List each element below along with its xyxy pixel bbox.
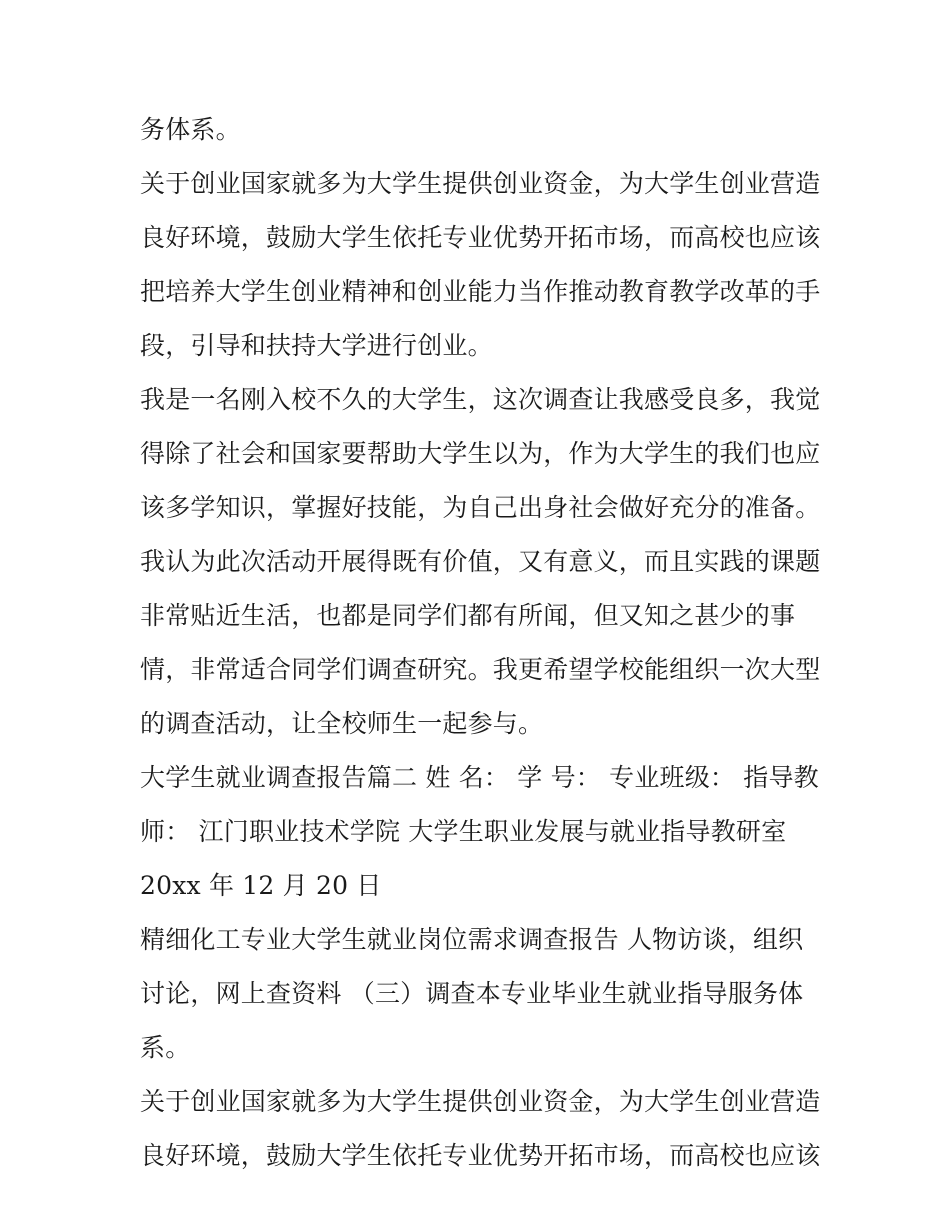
text-line: 良好环境，鼓励大学生依托专业优势开拓市场，而高校也应该	[140, 1141, 821, 1170]
text-line: 讨论，网上查资料 （三）调查本专业毕业生就业指导服务体	[140, 979, 804, 1008]
text-line: 非常贴近生活，也都是同学们都有所闻，但又知之甚少的事	[140, 601, 796, 630]
text-line: 我认为此次活动开展得既有价值，又有意义，而且实践的课题	[140, 547, 821, 576]
text-line: 关于创业国家就多为大学生提供创业资金，为大学生创业营造	[140, 1087, 821, 1116]
text-line: 的调查活动，让全校师生一起参与。	[140, 709, 544, 738]
text-line: 师： 江门职业技术学院 大学生职业发展与就业指导教研室	[140, 817, 787, 846]
text-line: 该多学知识，掌握好技能，为自己出身社会做好充分的准备。	[140, 493, 821, 522]
text-line: 情，非常适合同学们调查研究。我更希望学校能组织一次大型	[140, 655, 821, 684]
text-line: 关于创业国家就多为大学生提供创业资金，为大学生创业营造	[140, 169, 821, 198]
text-line: 我是一名刚入校不久的大学生，这次调查让我感受良多，我觉	[140, 385, 821, 414]
document-body	[140, 103, 830, 1183]
text-line: 20xx 年 12 月 20 日	[140, 871, 382, 900]
text-line: 务体系。	[140, 115, 241, 144]
text-line: 把培养大学生创业精神和创业能力当作推动教育教学改革的手	[140, 277, 821, 306]
text-line: 大学生就业调查报告篇二 姓 名： 学 号： 专业班级： 指导教	[140, 763, 819, 792]
text-line: 良好环境，鼓励大学生依托专业优势开拓市场，而高校也应该	[140, 223, 821, 252]
text-line: 系。	[140, 1033, 191, 1062]
text-line: 精细化工专业大学生就业岗位需求调查报告 人物访谈，组织	[140, 925, 804, 954]
text-line: 段，引导和扶持大学进行创业。	[140, 331, 493, 360]
text-line: 得除了社会和国家要帮助大学生以为，作为大学生的我们也应	[140, 439, 821, 468]
